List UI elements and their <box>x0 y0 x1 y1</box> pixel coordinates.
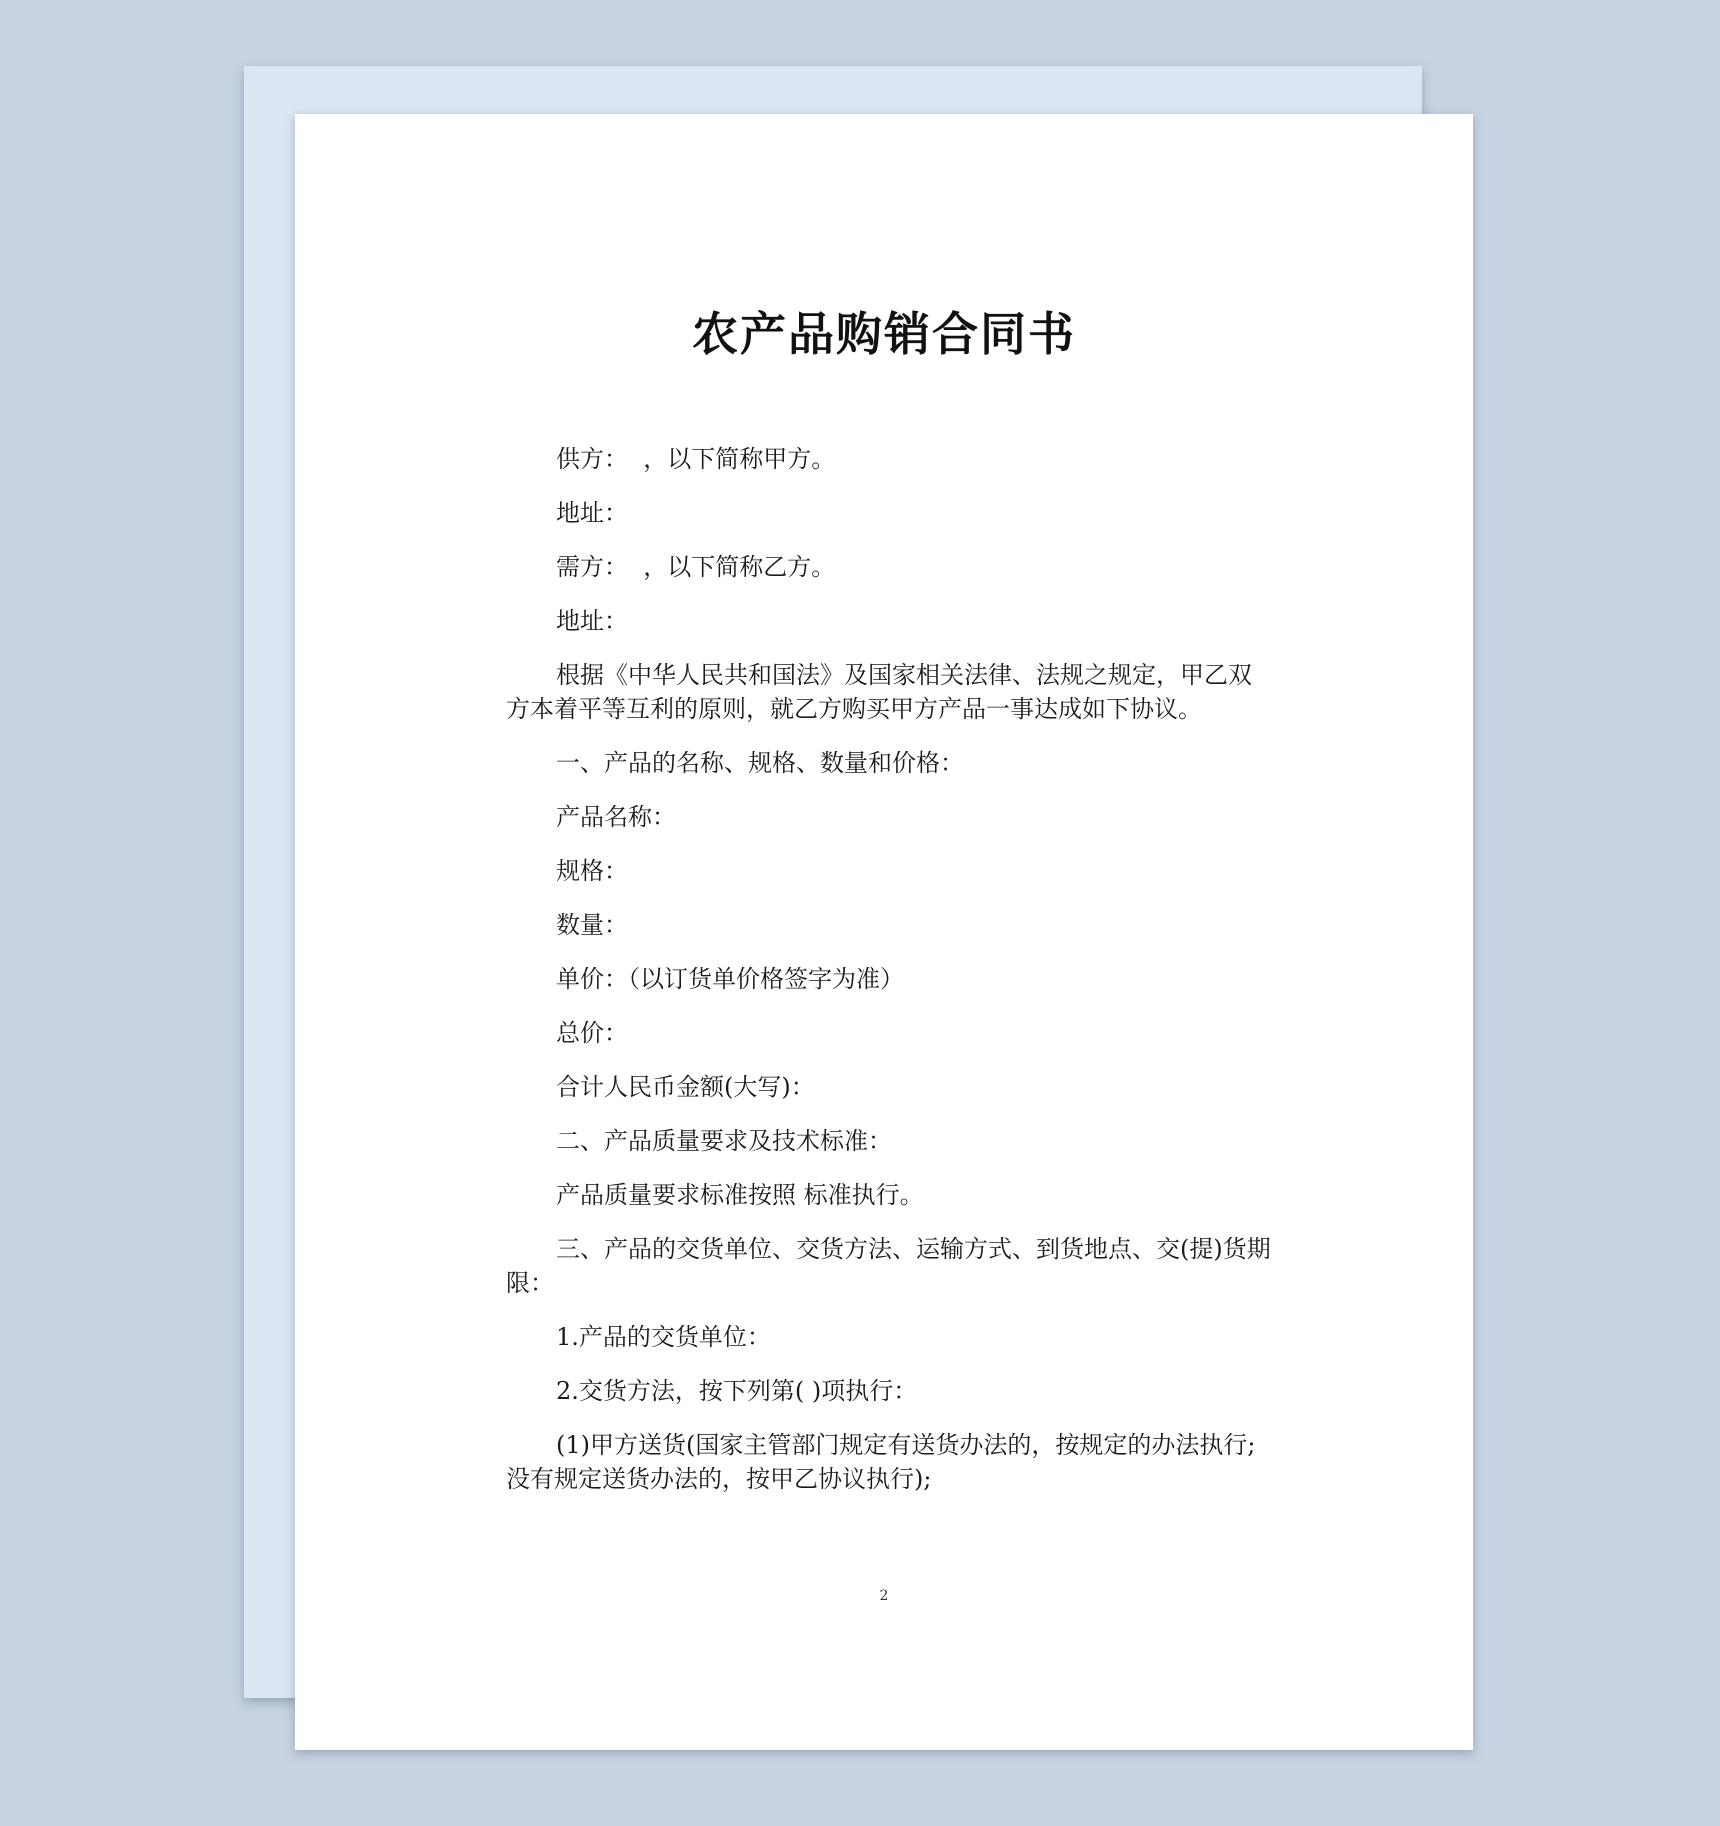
total-price-line: 总价： <box>556 1019 628 1047</box>
supplier-address-line: 地址： <box>556 499 628 527</box>
total-rmb-amount-line: 合计人民币金额(大写)： <box>556 1073 815 1101</box>
preamble-paragraph: 根据《中华人民共和国法》及国家相关法律、法规之规定，甲乙双方本着平等互利的原则，就乙方购买甲方产品一事达成如下协议。 <box>506 661 1252 723</box>
buyer-address-line: 地址： <box>556 607 628 635</box>
quality-standard-line: 产品质量要求标准按照 标准执行。 <box>556 1181 924 1209</box>
buyer-line: 需方： ，以下简称乙方。 <box>556 553 836 581</box>
specification-line: 规格： <box>556 857 628 885</box>
supplier-line: 供方： ，以下简称甲方。 <box>556 445 836 473</box>
document-page <box>295 114 1473 1750</box>
delivery-unit-line: 1.产品的交货单位： <box>556 1323 771 1351</box>
section-three-heading: 三、产品的交货单位、交货方法、运输方式、到货地点、交(提)货期限： <box>506 1235 1271 1297</box>
document-title: 农产品购销合同书 <box>692 307 1076 361</box>
unit-price-line: 单价：（以订货单价格签字为准） <box>556 965 904 993</box>
section-two-heading: 二、产品质量要求及技术标准： <box>556 1127 892 1155</box>
quantity-line: 数量： <box>556 911 628 939</box>
page-number: 2 <box>879 1588 889 1604</box>
delivery-method-line: 2.交货方法，按下列第( )项执行： <box>556 1377 918 1405</box>
document-body <box>506 442 1274 1516</box>
supplier-delivery-clause: (1)甲方送货(国家主管部门规定有送货办法的，按规定的办法执行;没有规定送货办法的，按甲乙协议执行); <box>506 1431 1256 1493</box>
product-name-line: 产品名称： <box>556 803 676 831</box>
section-one-heading: 一、产品的名称、规格、数量和价格： <box>556 749 964 777</box>
